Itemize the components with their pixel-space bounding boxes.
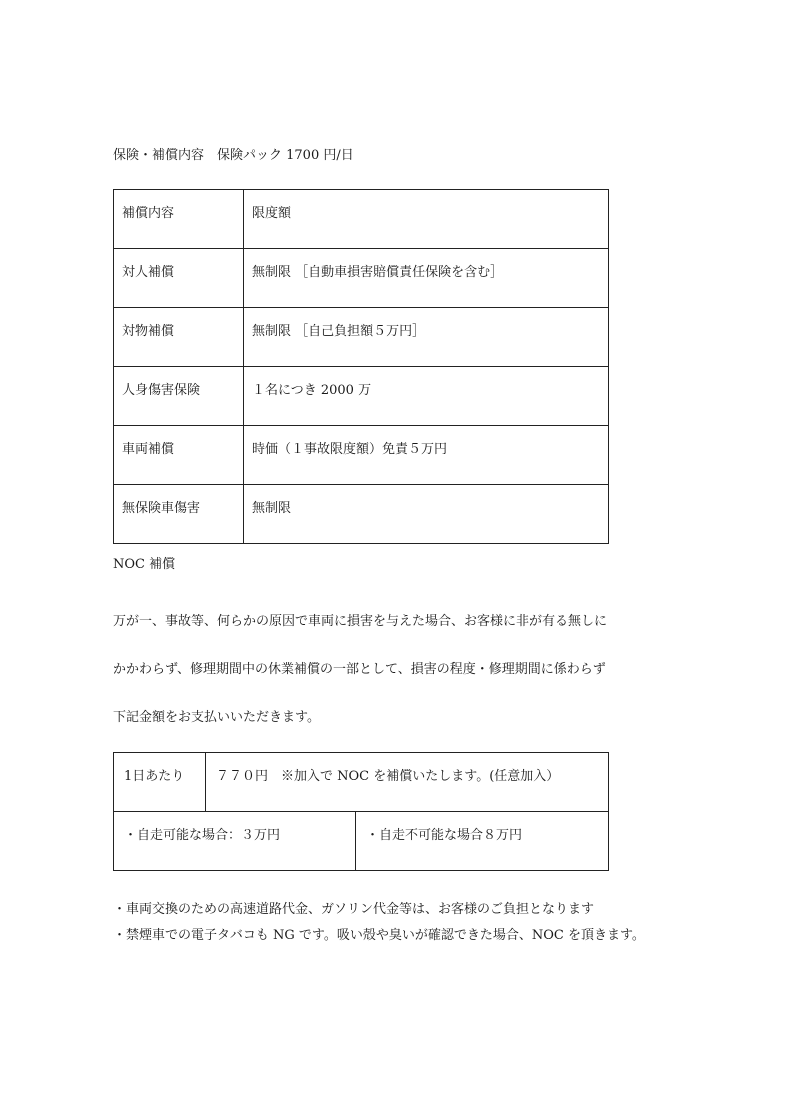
noc-paragraph-line: かかわらず、修理期間中の休業補償の一部として、損害の程度・修理期間に係わらず [113, 662, 606, 677]
coverage-limit: 無制限 ［自己負担額５万円］ [252, 324, 426, 339]
coverage-limit: 無制限 [252, 501, 292, 516]
coverage-item: 人身傷害保険 [122, 383, 201, 398]
noc-table [113, 752, 609, 871]
column-header-limit: 限度額 [252, 206, 292, 221]
table-cell [244, 426, 609, 485]
table-row [114, 753, 609, 812]
table-cell [244, 367, 609, 426]
table-row [114, 812, 609, 871]
noc-heading: NOC 補償 [113, 557, 176, 572]
noc-paragraph-line: 下記金額をお支払いいただきます。 [113, 710, 320, 725]
per-day-value: ７７０円 ※加入で NOC を補償いたします。(任意加入） [216, 769, 560, 784]
table-cell [114, 812, 356, 871]
table-cell [114, 190, 244, 249]
table-cell [244, 485, 609, 544]
table-cell [244, 249, 609, 308]
noc-paragraph-line: 万が一、事故等、何らかの原因で車両に損害を与えた場合、お客様に非が有る無しに [113, 614, 608, 629]
coverage-limit: １名につき 2000 万 [252, 383, 372, 398]
coverage-item: 対人補償 [122, 265, 175, 280]
table-cell [114, 308, 244, 367]
drivable-fee: ・自走可能な場合：３万円 [124, 828, 281, 843]
table-cell [244, 308, 609, 367]
coverage-item: 無保険車傷害 [122, 501, 201, 516]
table-cell [114, 426, 244, 485]
table-cell [114, 753, 206, 812]
table-header-row [114, 190, 609, 249]
table-row [114, 485, 609, 544]
coverage-table [113, 189, 609, 544]
table-cell [206, 753, 609, 812]
not-drivable-fee: ・自走不可能な場合８万円 [366, 828, 523, 843]
table-row [114, 367, 609, 426]
note-line: ・車両交換のための高速道路代金、ガソリン代金等は、お客様のご負担となります [113, 902, 595, 917]
table-cell [356, 812, 609, 871]
table-cell [114, 249, 244, 308]
column-header-item: 補償内容 [122, 206, 175, 221]
coverage-item: 対物補償 [122, 324, 175, 339]
table-row [114, 308, 609, 367]
coverage-limit: 時価（１事故限度額）免責５万円 [252, 442, 448, 457]
table-cell [114, 485, 244, 544]
table-row [114, 426, 609, 485]
coverage-limit: 無制限 ［自動車損害賠償責任保険を含む］ [252, 265, 504, 280]
note-line: ・禁煙車での電子タバコも NG です。吸い殻や臭いが確認できた場合、NOC を頂きます。 [113, 928, 645, 943]
per-day-label: 1日あたり [124, 769, 185, 784]
table-row [114, 249, 609, 308]
table-cell [244, 190, 609, 249]
coverage-item: 車両補償 [122, 442, 175, 457]
insurance-heading: 保険・補償内容 保険パック 1700 円/日 [113, 148, 354, 163]
table-cell [114, 367, 244, 426]
